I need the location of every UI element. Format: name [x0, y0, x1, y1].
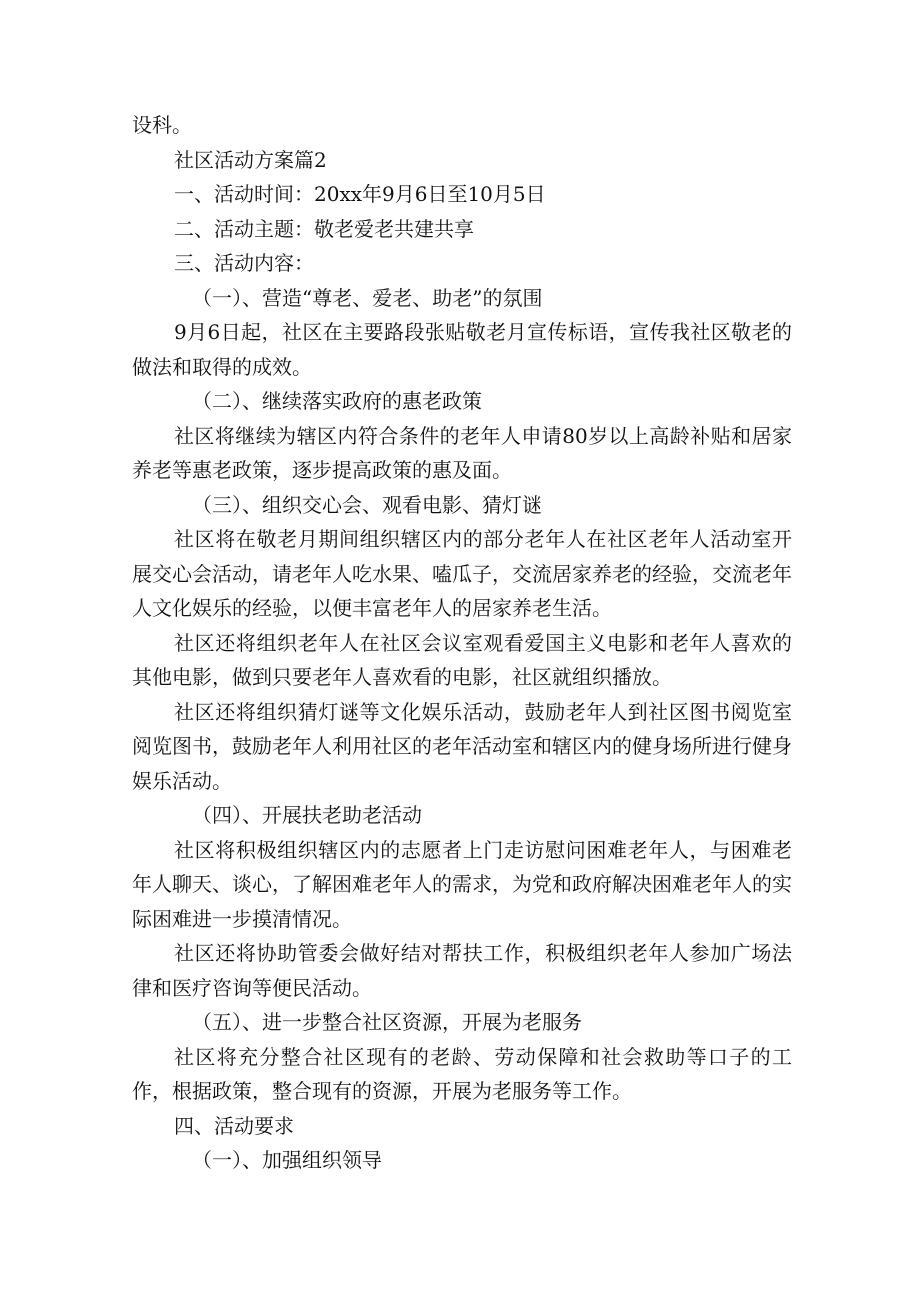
subsection-1-title: （一）、营造“尊老、爱老、助老”的氛围: [192, 285, 543, 310]
activity-time: 一、活动时间：20xx年9月6日至10月5日: [174, 182, 546, 206]
subsection-3-paragraph-3: 社区还将组织猜灯谜等文化娱乐活动，鼓励老年人到社区图书阅览室阅览图书，鼓励老年人利用社区的老年活动室和辖区内的健身场所进行健身娱乐活动。: [132, 699, 792, 793]
subsection-2-title: （二）、继续落实政府的惠老政策: [192, 389, 482, 413]
subsection-2-paragraph: 社区将继续为辖区内符合条件的老年人申请80岁以上高龄补贴和居家养老等惠老政策，逐步提高政策的惠及面。: [132, 423, 792, 482]
subsection-5-title: （五）、进一步整合社区资源，开展为老服务: [192, 1010, 582, 1034]
subsection-5-paragraph: 社区将充分整合社区现有的老龄、劳动保障和社会救助等口子的工作，根据政策，整合现有的资源，开展为老服务等工作。: [132, 1044, 792, 1103]
continued-line: 设科。: [132, 113, 192, 137]
subsection-4-title: （四）、开展扶老助老活动: [192, 803, 422, 827]
document-page: [132, 108, 792, 1178]
subsection-3-title: （三）、组织交心会、观看电影、猜灯谜: [192, 492, 542, 517]
section-title: 社区活动方案篇2: [174, 147, 327, 172]
subsection-3-paragraph-2: 社区还将组织老年人在社区会议室观看爱国主义电影和老年人喜欢的其他电影，做到只要老年人喜欢看的电影，社区就组织播放。: [132, 630, 792, 689]
activity-theme: 二、活动主题：敬老爱老共建共享: [174, 216, 474, 241]
activity-content-heading: 三、活动内容：: [174, 251, 314, 275]
requirements-heading: 四、活动要求: [174, 1113, 294, 1138]
subsection-1-paragraph: 9月6日起，社区在主要路段张贴敬老月宣传标语，宣传我社区敬老的做法和取得的成效。: [132, 320, 792, 379]
subsection-3-paragraph-1: 社区将在敬老月期间组织辖区内的部分老年人在社区老年人活动室开展交心会活动，请老年人吃水果、嗑瓜子，交流居家养老的经验，交流老年人文化娱乐的经验，以便丰富老年人的居家养老生活。: [132, 527, 792, 620]
requirement-1-title: （一）、加强组织领导: [192, 1148, 382, 1172]
subsection-4-paragraph-1: 社区将积极组织辖区内的志愿者上门走访慰问困难老年人，与困难老年人聊天、谈心，了解困难老年人的需求，为党和政府解决困难老年人的实际困难进一步摸清情况。: [132, 837, 792, 931]
subsection-4-paragraph-2: 社区还将协助管委会做好结对帮扶工作，积极组织老年人参加广场法律和医疗咨询等便民活动。: [132, 941, 792, 1000]
